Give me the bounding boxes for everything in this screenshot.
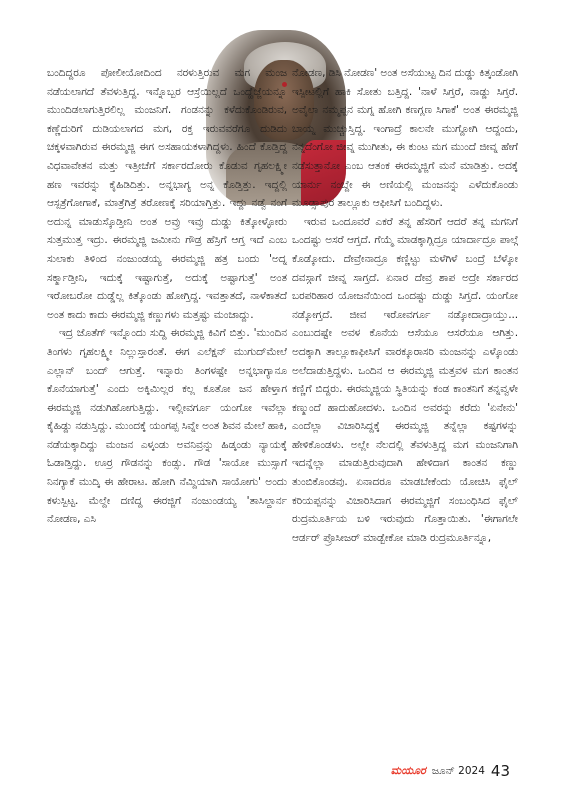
magazine-logo: ಮಯೂರ — [390, 764, 426, 777]
page-footer — [360, 758, 510, 784]
page-number: 43 — [490, 762, 510, 780]
article-column-right — [292, 64, 518, 547]
paragraph: ಇರುವ ಒಂದೂವರೆ ಎಕರೆ ತನ್ನ ಹೆಸರಿಗೆ ಆದರೆ ತನ್ನ ಮಗನಿಗೆ ಒಂದಷ್ಟು ಅಸರೆ ಆಗ್ತದೆ. ಗೆಯ್ಮೆ ಮಾಡಕ್ಕಾಗ್ಲಿದ್ರೂ ಯಾರ್ದಾದ್ರೂ ಪಾಲ್ಗೆ ಕೊಡ್ಕೋದು. ದೇವ್ರೇನಾದ್ರೂ ಕಣ್ಣಿಟ್ಟು ಮಳೆಗಿಳೆ ಬಂದ್ರೆ ಬೆಳ್ಕೋ ದವಸ್ಗಾಗೆ ಜೀವ್ನ ಸಾಗ್ತದೆ. ಏನಾರ ದೇವ್ರ ಶಾಪ ಅದ್ರೇ ಸರ್ಕಾರದ ಬರಪರಿಹಾರ ಯೋಜನೆಯಿಂದ ಒಂದಷ್ಟು ದುಡ್ಡು ಸಿಗ್ತದೆ. ಯಂಗೋ ನಡ್ಕೋಗ್ತದೆ. ಜೀವ ಇರೋವರ್ಗೂ ನಡ್ಕೋದಾದ್ರಾಯ್ತು... ಎಂಬುದಷ್ಟೇ ಅವಳ ಕೊನೆಯ ಆಸೆಯೂ ಆಸರೆಯೂ ಆಗಿತ್ತು. ಅದಕ್ಕಾಗಿ ತಾಲ್ಲೂಕಾಫೀಸಿಗೆ ವಾರಕ್ಕೂರಾಸರಿ ಮಂಜನನ್ನು ಎಳ್ಕೊಂಡು ಅಲೆದಾಡುತ್ತಿದ್ದಳು. ಒಂದಿನ ಆ ಈರಮ್ಮಜ್ಜಿ ಮತ್ತವಳ ಮಗ ಕಾಂತನ ಕಣ್ಣಿಗೆ ಬಿದ್ದರು. ಈರಮ್ಮಜ್ಜಿಯ ಸ್ಥಿತಿಯನ್ನು ಕಂಡ ಕಾಂತನಿಗೆ ತನ್ನವ್ವಳೇ ಕಣ್ಮುಂದೆ ಹಾದುಹೋದಳು. ಒಂದಿನ ಅವರನ್ನು ಕರೆದು 'ಏನೇನು' ಎಂದೆಲ್ಲಾ ವಿಚಾರಿಸಿದ್ದಕ್ಕೆ ಈರಮ್ಮಜ್ಜಿ ತನ್ನೆಲ್ಲಾ ಕಷ್ಟಗಳನ್ನು ಹೇಳಿಕೊಂಡಳು. ಅಲ್ಲೇ ನೆಲದಲ್ಲಿ ತೆವಳುತ್ತಿದ್ದ ಮಗ ಮಂಜನಿಗಾಗಿ ಇದನ್ನೆಲ್ಲಾ ಮಾಡುತ್ತಿರುವುದಾಗಿ ಹೇಳಿದಾಗ ಕಾಂತನ ಕಣ್ಣು ತುಂಬಿಕೊಂಡವು. ಏನಾದರೂ ಮಾಡಬೇಕೆಂದು ಯೋಚಿಸಿ ಫೈಲ್ ಕರಿಯಪ್ಪನನ್ನು ವಿಚಾರಿಸಿದಾಗ ಈರಮ್ಮಜ್ಜಿಗೆ ಸಂಬಂಧಿಸಿದ ಫೈಲ್ ರುದ್ರಮೂರ್ತಿಯ ಬಳಿ ಇರುವುದು ಗೊತ್ತಾಯಿತು. 'ಈಗಾಗಲೇ ಆರ್ಡರ್ ಪ್ರೊಸೀಜರ್ ಮಾಡ್ಬೇಕೋ ಮಾಡಿ ರುದ್ರಮೂರ್ತಿನ್ನೂ, — [292, 215, 518, 544]
paragraph: ಇದ್ರ ಜೊತೆಗ್ ಇನ್ನೊಂದು ಸುದ್ದಿ ಈರಮ್ಮಜ್ಜಿ ಕಿವಿಗೆ ಬಿತ್ತು. 'ಮುಂದಿನ ತಿಂಗಳು ಗೃಹಲಕ್ಷ್ಮೀ ನಿಲ್ಲುಸ್ತಾರಂತೆ. ಈಗ ಎಲೆಕ್ಷನ್ ಮುಗುದ್‌ಮೇಲೆ ಎಲ್ಲಾನ್ ಬಂದ್ ಆಗುತ್ತೆ. ಇನ್ನಾರು ತಿಂಗಳಷ್ಟೇ ಅನ್ನಭಾಗ್ಯಾನೂ ಕೊನೆಯಾಗುತ್ತೆ' ಎಂದು ಅಕ್ಕಿಮಿಲ್ಲರ ಕಲ್ಲ ಕೂತೋ ಜನ ಹೇಳ್ತಾಗ ಈರಮ್ಮಜ್ಜಿ ನಡುಗಿಹೋಗುತ್ತಿದ್ದು. ಇಲ್ಲೀವರ್ಗೂ ಯಂಗೋ ಇವೆಲ್ಲಾ ಕೈಹಿಡ್ದು ನಡುಸ್ತಿದ್ದು. ಮುಂದಕ್ಕೆ ಯಂಗಪ್ಪ ಸಿವ್ನೇ ಅಂತ ಶಿವನ ಮೇಲೆ ಹಾಕಿ, ನಡೆಯಕ್ಕಾದಿದ್ದು ಮಂಜನ ಎಳ್ಕಂಡು ಅವನಿವ್ರನ್ನು ಹಿಡ್ಕಂಡು ನ್ಯಾಯಕ್ಕೆ ಓಡಾಡ್ತಿದ್ದು. ಊರ್ರ ಗೌಡನನ್ನು ಕಂಡ್ಸು. ಗೌಡ 'ಸಾಯೋ ಮುಸ್ಸಾಗೆ ನಿನಗ್ಯಾಕೆ ಮುದ್ಕಿ ಈ ಹೇರಾಟ. ಹೋಗಿ ನೆಮ್ದಿಯಾಗಿ ಸಾಯೋಗು' ಅಂದು ಕಳುಸ್ಬಿಟ್ಟ. ಮೆಲ್ದೇ ದಣಿದ್ದ ಈರಜ್ಜಿಗೆ ನಂಜುಂಡಯ್ಯ 'ತಾಸಿಲ್ದಾರ್ನ ನೋಡಣ, ಎಸಿ — [47, 327, 287, 526]
paragraph: ಬಂದಿದ್ದರೂ ಪೋಲೀಯೋದಿಂದ ನರಳುತ್ತಿರುವ ಮಗ ಮಂಜ ನಡೆಯಲಾಗದೆ ತೆವಳುತ್ತಿದ್ದ. ಇನ್ನೊಬ್ಬರ ಆಸ್ರೆಯಿಲ್ಲದೆ ಒಂದ್ಹೆಜ್ಜೆಯನ್ನೂ ಮುಂದಿಡಲಾಗುತ್ತಿರಲಿಲ್ಲ ಮಂಜನಿಗೆ. ಗಂಡನನ್ನು ಕಳೆದುಕೊಂಡಿರುವ, ಕಣ್ಣೆದುರಿಗೆ ದುಡಿಯಲಾಗದ ಮಗ, ರಕ್ತ ಇರುವವರೆಗೂ ದುಡಿದು ಚಕ್ಕಳವಾಗಿರುವ ಈರಮ್ಮಜ್ಜಿ ಈಗ ಅಸಹಾಯಕಳಾಗಿದ್ದಳು. ಹಿಂದೆ ಕೊಡ್ತಿದ್ದ ವಿಧವಾವೇತನ ಮತ್ತು ಇತ್ತೀಚೆಗೆ ಸರ್ಕಾರದೋರು ಕೊಡುವ ಗೃಹಲಕ್ಷ್ಮೀ ಹಣ ಇವರನ್ನು ಕೈಹಿಡಿದಿತ್ತು. ಅನ್ನಭಾಗ್ಯ ಅನ್ನ ಕೊಡ್ತಿತ್ತು. ಇದ್ದಲ್ಲಿ ಆಸ್ಪತ್ರೆಗೋಗಾಕೆ, ಮಾತ್ರೆಗಿತ್ರೆ ತರೋಣಕ್ಕೆ ಸರಿಯಾಗ್ತಿತ್ತು. ಇದ್ದು ನಡ್ವೆ ನಂಗೆ ಅದುನ್ನ ಮಾಡುಸ್ಕೊಡ್ತೀನಿ ಅಂತ ಅವ್ರು ಇವ್ರು ದುಡ್ಡು ಕಿತ್ಕೋಳ್ಳೋರು ಸುತ್ತಮುತ್ತ ಇದ್ರು. ಈರಮ್ಮಜ್ಜಿ ಜಮೀನು ಗೌಡ್ರ ಹೆಸ್ರಿಗೆ ಆಗ್ತ ಇದೆ ಎಂಬ ಸುಲಾಕು ತಿಳಿಂದ ನಂಜುಂಡಯ್ಯ ಈರಮ್ಮಜ್ಜಿ ಹತ್ರ ಬಂದು 'ಅದ್ನ ಸರ್ಕ್ಮಾಡ್ತೀನಿ, ಇದುಕ್ಕೆ ಇಷ್ಟಾಗುತ್ತೆ, ಅದುಕ್ಕೆ ಅಷ್ಟಾಗುತ್ತೆ' ಅಂತ ಇರೋಬರೋ ದುಡ್ಡೆಲ್ಲ ಕಿತ್ಕೊಂಡು ಹೋಗ್ತಿದ್ದ. ಇವತ್ತಾತದೆ, ನಾಳೆಕಾತದೆ ಅಂತ ಕಾದು ಕಾದು ಈರಮ್ಮಜ್ಜಿ ಕಣ್ಣುಗಳು ಮತ್ತಷ್ಟು ಮಂಜಾದ್ದು. — [47, 67, 287, 321]
article-column-left — [47, 64, 287, 529]
paragraph: ನೋಡಣ, ಡಿಸಿ ನೋಡಣ' ಅಂತ ಅಸೆಯುಟ್ಟ ದಿನ ದುಡ್ಡು ಕಿತ್ಕಂಡೋಗಿ ಇಸ್ಪೀಟಲ್ಲಿಗೆ ಹಾಕಿ ಸೋತು ಬತ್ತಿದ್ದ. 'ನಾಳೆ ಸಿಗ್ತರೆ, ನಾಡ್ಡು ಸಿಗ್ತರೆ. ಅವೈಲಾ ನಮ್ಮಪ್ಪನ ಮಗ್ನ ಹೋಗಿ ಕಣಗ್ಲಣ ಸಿಗಾಕೆ' ಅಂತ ಈರಮ್ಮಜ್ಜಿ ಬಾಯ್ನ ಮುಚ್ಚುಸ್ತಿದ್ದ. ಇಂಗಾದ್ರೆ ಕಾಲನೇ ಮುಗ್ದೋಗಿ ಆದ್ದಂದು, ನನ್ನದೆಂಗೋ ಜೀವ್ನ ಮುಗೀತು, ಈ ಕುಂಟ ಮಗ ಮುಂದೆ ಜೀವ್ನ ಹೇಗೆ ನಡೆಸುತ್ತಾನೋ ಎಂಬ ಆತಂಕ ಈರಮ್ಮಜ್ಜಿಗೆ ಮನೆ ಮಾಡಿತ್ತು. ಅದಕ್ಕೆ ಯಾರ್ನು ನಂಬ್ದೇ ಈ ಅಣಿಯಲ್ಲಿ ಮಂಜನನ್ನು ಎಳೆದುಕೊಂಡು ಮೂಡ್ಸಾಪುರ ತಾಲ್ಲೂಕು ಆಫೀಸಿಗೆ ಬಂದಿದ್ದಳು. — [292, 67, 518, 210]
issue-date: ಜೂನ್ 2024 — [431, 764, 485, 777]
